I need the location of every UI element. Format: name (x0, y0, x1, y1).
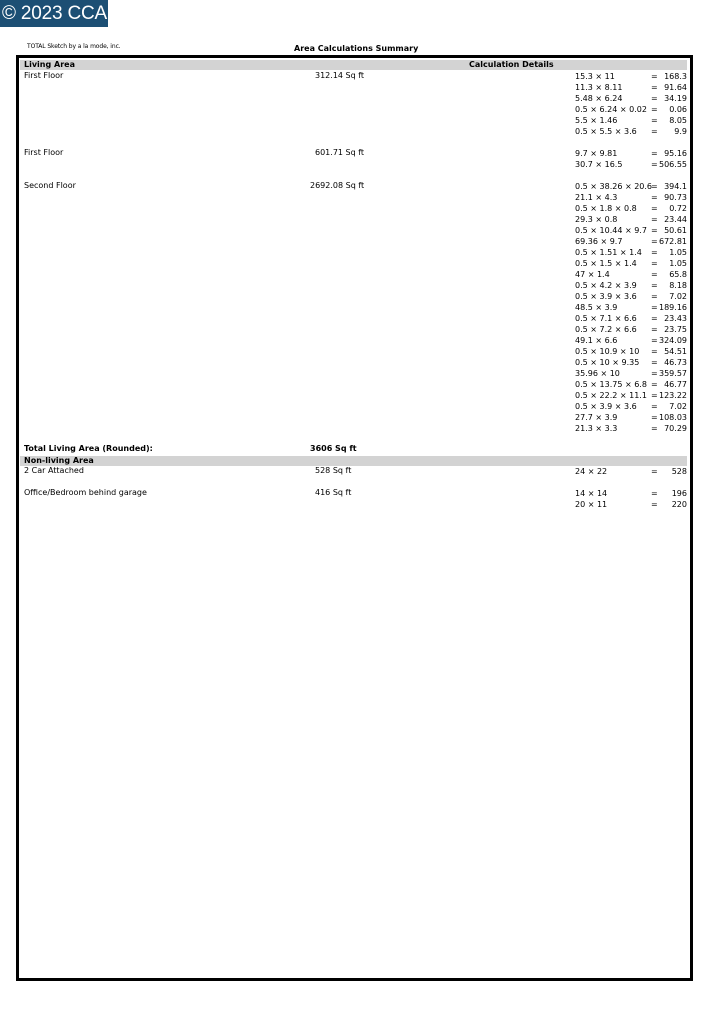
calc-row (575, 159, 687, 170)
calc-expression: 0.5 × 22.2 × 11.1 (575, 391, 647, 400)
calc-row (575, 401, 687, 412)
calc-row (575, 269, 687, 280)
calc-row (575, 71, 687, 82)
total-living-area-label: Total Living Area (Rounded): (24, 444, 153, 453)
calc-value: 0.72 (669, 204, 687, 213)
calc-expression: 0.5 × 1.51 × 1.4 (575, 248, 642, 257)
calc-value: 50.61 (664, 226, 687, 235)
calc-value: 9.9 (674, 127, 687, 136)
calc-equals: = (651, 248, 658, 257)
area-name: First Floor (24, 71, 64, 80)
calc-row (575, 488, 687, 499)
calc-equals: = (651, 160, 658, 169)
calc-equals: = (651, 391, 658, 400)
area-size: 312.14 Sq ft (315, 71, 365, 80)
calc-row (575, 335, 687, 346)
calc-equals: = (651, 424, 658, 433)
calc-value: 91.64 (664, 83, 687, 92)
calc-equals: = (651, 380, 658, 389)
calc-equals: = (651, 402, 658, 411)
calc-expression: 15.3 × 11 (575, 72, 615, 81)
calc-row (575, 236, 687, 247)
calculation-details-header: Calculation Details (469, 60, 554, 69)
area-size: 601.71 Sq ft (315, 148, 365, 157)
calc-equals: = (651, 193, 658, 202)
calc-value: 108.03 (659, 413, 687, 422)
nonliving-area-header-bar (20, 456, 687, 466)
calc-value: 0.06 (669, 105, 687, 114)
calc-expression: 11.3 × 8.11 (575, 83, 623, 92)
nonliving-area-header: Non-living Area (24, 456, 94, 465)
calc-row (575, 324, 687, 335)
calc-expression: 48.5 × 3.9 (575, 303, 618, 312)
software-note: TOTAL Sketch by a la mode, inc. (27, 43, 121, 50)
calc-equals: = (651, 303, 658, 312)
calc-equals: = (651, 347, 658, 356)
calc-expression: 0.5 × 10.44 × 9.7 (575, 226, 647, 235)
calc-equals: = (651, 413, 658, 422)
calc-expression: 20 × 11 (575, 500, 608, 509)
calc-row (575, 302, 687, 313)
calc-expression: 47 × 1.4 (575, 270, 610, 279)
calc-expression: 30.7 × 16.5 (575, 160, 623, 169)
calc-equals: = (651, 270, 658, 279)
calc-expression: 0.5 × 4.2 × 3.9 (575, 281, 637, 290)
calc-value: 168.3 (664, 72, 687, 81)
calc-value: 7.02 (669, 292, 687, 301)
copyright-watermark (0, 0, 121, 27)
calc-expression: 9.7 × 9.81 (575, 149, 618, 158)
calc-value: 1.05 (669, 248, 687, 257)
calc-value: 506.55 (659, 160, 687, 169)
calc-value: 90.73 (664, 193, 687, 202)
calc-expression: 24 × 22 (575, 467, 608, 476)
calc-row (575, 181, 687, 192)
calc-equals: = (651, 226, 658, 235)
calc-equals: = (651, 94, 658, 103)
calc-expression: 0.5 × 7.1 × 6.6 (575, 314, 637, 323)
page-title: Area Calculations Summary (294, 44, 419, 53)
calc-value: 23.44 (664, 215, 687, 224)
watermark-text: 2023 CCAR (20, 3, 121, 24)
calc-equals: = (651, 489, 658, 498)
living-area-header: Living Area (24, 60, 75, 69)
calc-value: 65.8 (669, 270, 687, 279)
calc-equals: = (651, 336, 658, 345)
calc-value: 220 (671, 500, 687, 509)
area-name: 2 Car Attached (24, 466, 84, 475)
calc-expression: 5.48 × 6.24 (575, 94, 623, 103)
calc-value: 359.57 (659, 369, 687, 378)
calc-row (575, 499, 687, 510)
calc-equals: = (651, 281, 658, 290)
calc-equals: = (651, 149, 658, 158)
calc-row (575, 192, 687, 203)
calc-value: 8.18 (669, 281, 687, 290)
calc-value: 46.77 (664, 380, 687, 389)
calc-row (575, 126, 687, 137)
calc-equals: = (651, 105, 658, 114)
calc-value: 189.16 (659, 303, 687, 312)
calc-equals: = (651, 467, 658, 476)
calc-expression: 27.7 × 3.9 (575, 413, 618, 422)
calc-value: 196 (671, 489, 687, 498)
calc-expression: 0.5 × 10 × 9.35 (575, 358, 640, 367)
calc-expression: 0.5 × 3.9 × 3.6 (575, 402, 637, 411)
calc-equals: = (651, 83, 658, 92)
calc-row (575, 466, 687, 477)
calc-equals: = (651, 127, 658, 136)
calc-value: 70.29 (664, 424, 687, 433)
calc-value: 95.16 (664, 149, 687, 158)
area-size: 528 Sq ft (315, 466, 352, 475)
calc-value: 394.1 (664, 182, 687, 191)
living-area-header-bar (20, 60, 687, 70)
calc-value: 672.81 (659, 237, 687, 246)
area-size: 2692.08 Sq ft (310, 181, 365, 190)
calc-equals: = (651, 72, 658, 81)
copyright-icon: © (2, 3, 16, 24)
area-name: First Floor (24, 148, 64, 157)
calc-expression: 0.5 × 38.26 × 20.6 (575, 182, 653, 191)
calc-value: 34.19 (664, 94, 687, 103)
calc-equals: = (651, 500, 658, 509)
calc-expression: 0.5 × 1.8 × 0.8 (575, 204, 637, 213)
calc-row (575, 258, 687, 269)
calc-expression: 0.5 × 6.24 × 0.02 (575, 105, 647, 114)
calc-row (575, 115, 687, 126)
calc-row (575, 346, 687, 357)
calc-expression: 21.1 × 4.3 (575, 193, 618, 202)
calc-row (575, 148, 687, 159)
calc-value: 528 (671, 467, 687, 476)
calc-expression: 35.96 × 10 (575, 369, 620, 378)
calc-expression: 0.5 × 1.5 × 1.4 (575, 259, 637, 268)
calc-value: 46.73 (664, 358, 687, 367)
calc-equals: = (651, 116, 658, 125)
calc-equals: = (651, 204, 658, 213)
calc-equals: = (651, 215, 658, 224)
calc-expression: 0.5 × 10.9 × 10 (575, 347, 640, 356)
calc-expression: 14 × 14 (575, 489, 608, 498)
calc-row (575, 280, 687, 291)
calc-equals: = (651, 314, 658, 323)
calc-expression: 0.5 × 3.9 × 3.6 (575, 292, 637, 301)
calc-value: 54.51 (664, 347, 687, 356)
calc-equals: = (651, 182, 658, 191)
calc-expression: 0.5 × 13.75 × 6.8 (575, 380, 647, 389)
calc-equals: = (651, 292, 658, 301)
calc-equals: = (651, 369, 658, 378)
calc-row (575, 291, 687, 302)
calc-row (575, 225, 687, 236)
calc-row (575, 412, 687, 423)
area-name: Second Floor (24, 181, 76, 190)
calc-expression: 0.5 × 5.5 × 3.6 (575, 127, 637, 136)
calc-value: 1.05 (669, 259, 687, 268)
calc-equals: = (651, 259, 658, 268)
calc-value: 8.05 (669, 116, 687, 125)
calc-value: 7.02 (669, 402, 687, 411)
calc-row (575, 82, 687, 93)
calc-row (575, 104, 687, 115)
calc-value: 123.22 (659, 391, 687, 400)
calc-equals: = (651, 237, 658, 246)
calc-row (575, 247, 687, 258)
calc-expression: 0.5 × 7.2 × 6.6 (575, 325, 637, 334)
calc-row (575, 368, 687, 379)
area-size: 416 Sq ft (315, 488, 352, 497)
calc-row (575, 390, 687, 401)
total-living-area-value: 3606 Sq ft (310, 444, 357, 453)
calc-expression: 5.5 × 1.46 (575, 116, 618, 125)
calc-equals: = (651, 325, 658, 334)
calc-row (575, 203, 687, 214)
calc-row (575, 313, 687, 324)
calc-expression: 69.36 × 9.7 (575, 237, 623, 246)
calc-row (575, 214, 687, 225)
calc-row (575, 379, 687, 390)
calc-value: 23.43 (664, 314, 687, 323)
calc-row (575, 93, 687, 104)
calc-expression: 29.3 × 0.8 (575, 215, 618, 224)
calc-value: 23.75 (664, 325, 687, 334)
area-name: Office/Bedroom behind garage (24, 488, 147, 497)
calc-value: 324.09 (659, 336, 687, 345)
calc-equals: = (651, 358, 658, 367)
calc-row (575, 357, 687, 368)
calc-row (575, 423, 687, 434)
calc-expression: 21.3 × 3.3 (575, 424, 618, 433)
calc-expression: 49.1 × 6.6 (575, 336, 618, 345)
